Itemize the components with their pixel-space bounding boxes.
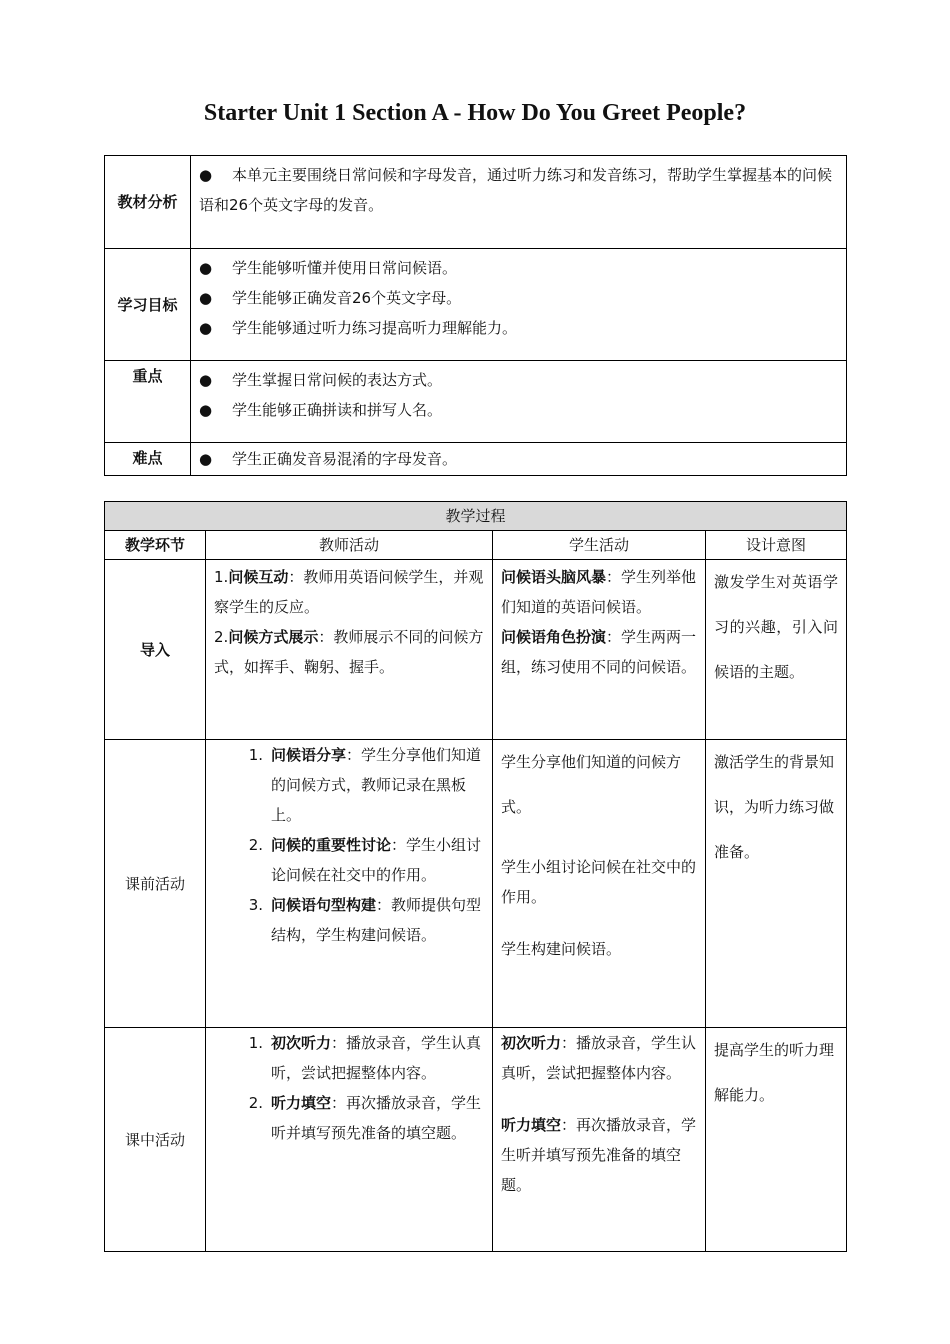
stage-pre: 课前活动 <box>105 740 206 1028</box>
list-item: 学生分享他们知道的问候方式。 <box>501 753 682 816</box>
key-label: 重点 <box>105 361 191 443</box>
list-item: 问候语角色扮演：学生两两一组，练习使用不同的问候语。 <box>501 628 697 676</box>
teacher-during-cell <box>206 1028 493 1252</box>
list-item: ● 学生能够听懂并使用日常问候语。 <box>199 253 838 283</box>
list-item: ● 学生掌握日常问候的表达方式。 <box>199 365 838 395</box>
col-stage-header: 教学环节 <box>105 531 206 560</box>
list-item: 2. 问候的重要性讨论：学生小组讨论问候在社交中的作用。 <box>248 836 482 884</box>
list-item: ● 学生能够正确发音26个英文字母。 <box>199 283 838 313</box>
teacher-pre-cell <box>206 740 493 1028</box>
list-item: 2.问候方式展示：教师展示不同的问候方式，如挥手、鞠躬、握手。 <box>214 628 484 676</box>
intent-intro: 激发学生对英语学习的兴趣，引入问候语的主题。 <box>706 560 847 740</box>
list-item: 学生构建问候语。 <box>501 940 622 958</box>
stage-during: 课中活动 <box>105 1028 206 1252</box>
process-header: 教学过程 <box>105 502 847 531</box>
analysis-label: 教材分析 <box>105 156 191 249</box>
overview-table <box>104 155 847 476</box>
page-title: Starter Unit 1 Section A - How Do You Greet People? <box>203 100 747 126</box>
objectives-label: 学习目标 <box>105 249 191 361</box>
bullet-icon: ● <box>199 166 213 184</box>
col-teacher-header: 教师活动 <box>206 531 493 560</box>
process-table <box>104 501 847 1252</box>
list-item: 学生小组讨论问候在社交中的作用。 <box>501 858 697 906</box>
list-item: 3. 问候语句型构建：教师提供句型结构，学生构建问候语。 <box>248 896 482 944</box>
teacher-intro-cell <box>206 560 493 740</box>
list-item: 初次听力：播放录音，学生认真听，尝试把握整体内容。 <box>501 1034 697 1082</box>
stage-intro: 导入 <box>105 560 206 740</box>
intent-during: 提高学生的听力理解能力。 <box>706 1028 847 1252</box>
col-student-header: 学生活动 <box>493 531 706 560</box>
bullet-icon: ● <box>199 401 213 419</box>
student-intro-cell <box>493 560 706 740</box>
student-pre-cell <box>493 740 706 1028</box>
list-item: 2. 听力填空：再次播放录音，学生听并填写预先准备的填空题。 <box>248 1094 482 1142</box>
intent-pre: 激活学生的背景知识，为听力练习做准备。 <box>706 740 847 1028</box>
objectives-cell <box>191 249 847 361</box>
list-item: 问候语头脑风暴：学生列举他们知道的英语问候语。 <box>501 568 697 616</box>
bullet-icon: ● <box>199 450 213 468</box>
list-item: 1.问候互动：教师用英语问候学生，并观察学生的反应。 <box>214 568 484 616</box>
bullet-icon: ● <box>199 259 213 277</box>
list-item: 1. 问候语分享：学生分享他们知道的问候方式，教师记录在黑板上。 <box>248 746 482 824</box>
bullet-icon: ● <box>199 371 213 389</box>
analysis-text: ● 本单元主要围绕日常问候和字母发音，通过听力练习和发音练习，帮助学生掌握基本的问候语和26个英文字母的发音。 <box>199 160 838 220</box>
list-item: ● 学生正确发音易混淆的字母发音。 <box>199 444 838 474</box>
bullet-icon: ● <box>199 289 213 307</box>
list-item: 听力填空：再次播放录音，学生听并填写预先准备的填空题。 <box>501 1116 697 1194</box>
analysis-cell <box>191 156 847 249</box>
col-intent-header: 设计意图 <box>706 531 847 560</box>
student-during-cell <box>493 1028 706 1252</box>
list-item: 1. 初次听力：播放录音，学生认真听，尝试把握整体内容。 <box>248 1034 482 1082</box>
bullet-icon: ● <box>199 319 213 337</box>
list-item: ● 学生能够通过听力练习提高听力理解能力。 <box>199 313 838 343</box>
list-item: ● 学生能够正确拼读和拼写人名。 <box>199 395 838 425</box>
difficulty-label: 难点 <box>105 443 191 476</box>
difficulty-cell <box>191 443 847 476</box>
key-cell <box>191 361 847 443</box>
